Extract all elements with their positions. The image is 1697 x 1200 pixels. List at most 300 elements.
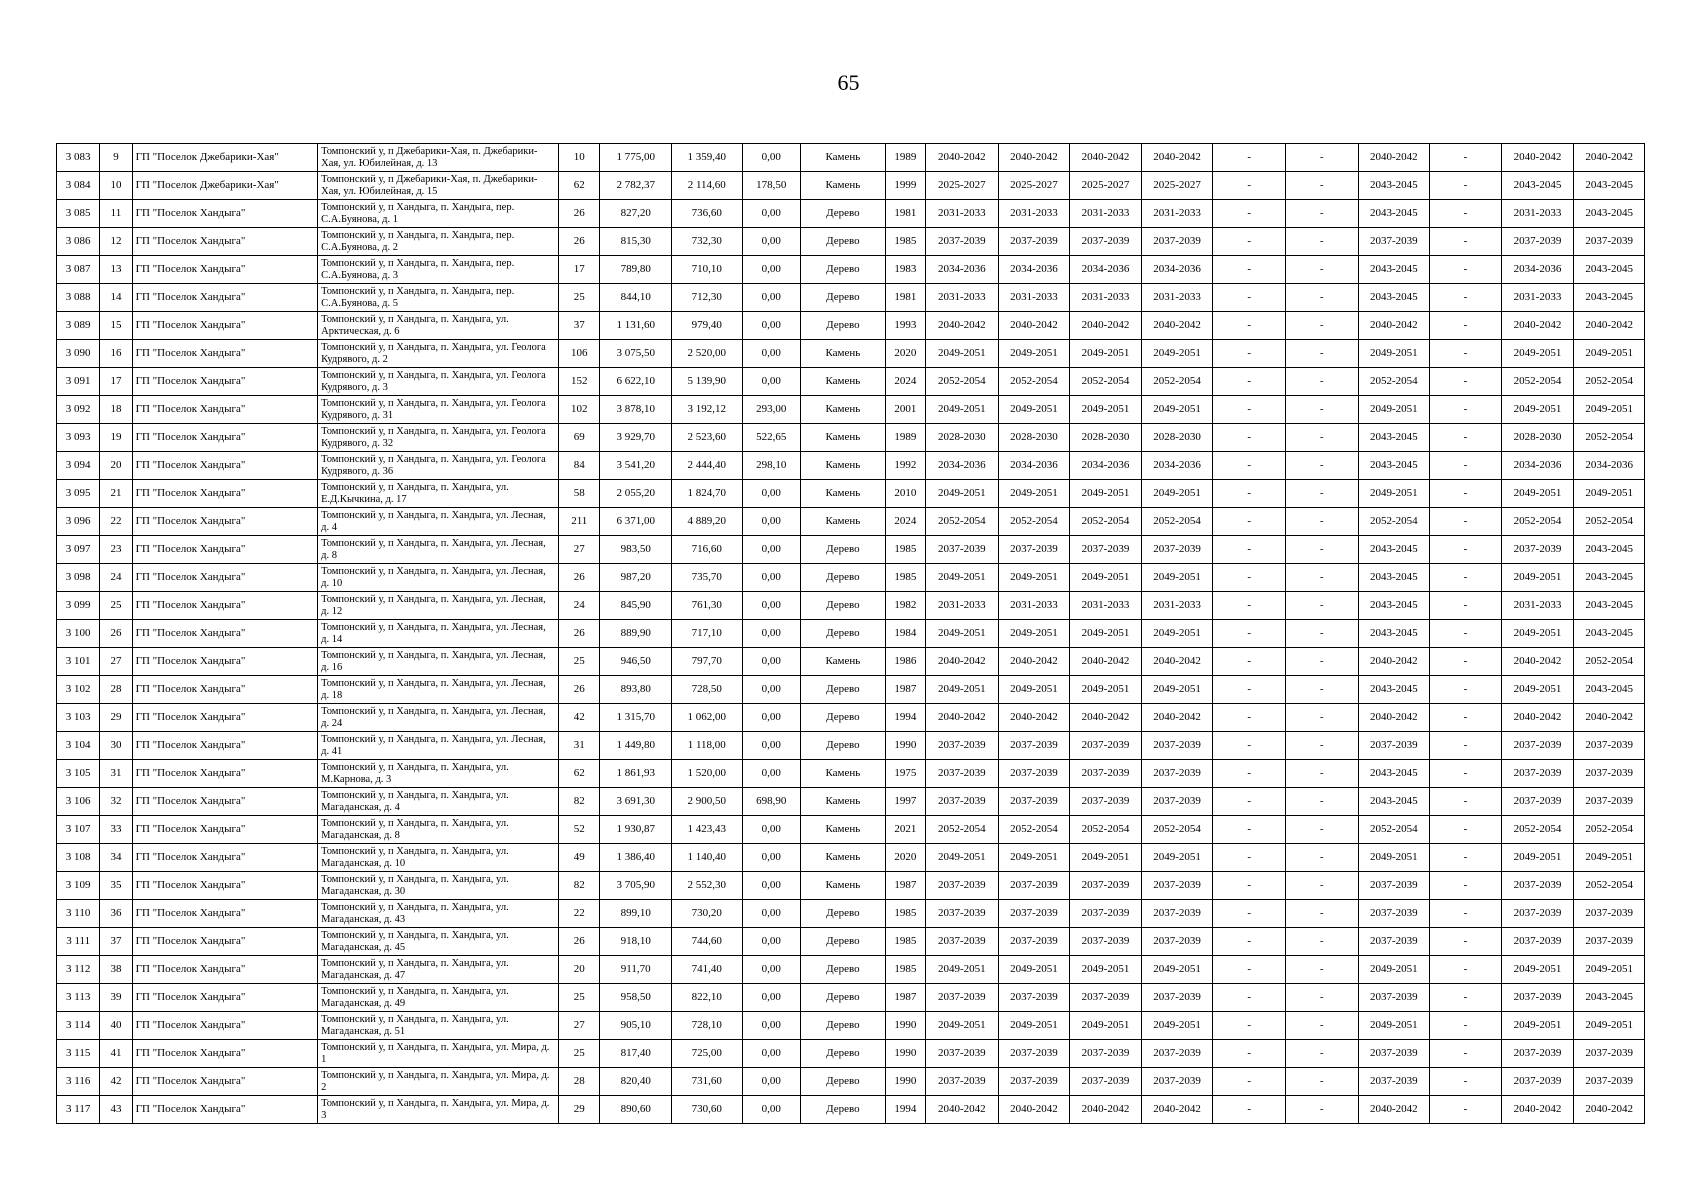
residents-cell: 20 (559, 956, 600, 984)
total-area-cell: 815,30 (600, 228, 672, 256)
period-electrical-cell: 2040-2042 (1358, 648, 1430, 676)
municipality-cell: ГП "Поселок Джебарики-Хая" (132, 144, 318, 172)
period-electrical-cell: 2049-2051 (1358, 844, 1430, 872)
reg-number-cell: 3 098 (57, 564, 100, 592)
period-facade-cell: 2040-2042 (998, 312, 1070, 340)
period-electrical-cell: 2049-2051 (1358, 340, 1430, 368)
period-elevator-cell: - (1285, 928, 1358, 956)
build-year-cell: 2010 (885, 480, 925, 508)
living-area-cell: 3 192,12 (671, 396, 742, 424)
period-roof-cell: 2049-2051 (926, 564, 999, 592)
address-cell: Томпонский у, п Хандыга, п. Хандыга, пер. С.А.Буянова, д. 5 (318, 284, 559, 312)
period-basement-cell: - (1430, 340, 1502, 368)
living-area-cell: 717,10 (671, 620, 742, 648)
period-facade-cell: 2040-2042 (998, 144, 1070, 172)
period-sewage-cell: 2037-2039 (1574, 1040, 1645, 1068)
living-area-cell: 1 140,40 (671, 844, 742, 872)
address-cell: Томпонский у, п Хандыга, п. Хандыга, ул. Магаданская, д. 43 (318, 900, 559, 928)
period-facade-cell: 2052-2054 (998, 816, 1070, 844)
residents-cell: 58 (559, 480, 600, 508)
living-area-cell: 2 444,40 (671, 452, 742, 480)
period-foundation-cell: 2037-2039 (1070, 984, 1142, 1012)
residents-cell: 62 (559, 760, 600, 788)
reg-number-cell: 3 097 (57, 536, 100, 564)
period-elevator-cell: - (1285, 648, 1358, 676)
residents-cell: 26 (559, 564, 600, 592)
wall-material-cell: Дерево (801, 1040, 886, 1068)
period-water-cell: 2049-2051 (1501, 676, 1574, 704)
wall-material-cell: Камень (801, 816, 886, 844)
residents-cell: 31 (559, 732, 600, 760)
address-cell: Томпонский у, п Хандыга, п. Хандыга, ул. Магаданская, д. 47 (318, 956, 559, 984)
period-heating-cell: 2037-2039 (1141, 928, 1213, 956)
period-electrical-cell: 2043-2045 (1358, 564, 1430, 592)
address-cell: Томпонский у, п Хандыга, п. Хандыга, ул. Лесная, д. 16 (318, 648, 559, 676)
address-cell: Томпонский у, п Хандыга, п. Хандыга, ул. Геолога Кудрявого, д. 2 (318, 340, 559, 368)
table-row (57, 340, 1645, 368)
period-elevator-cell: - (1285, 984, 1358, 1012)
period-gas-cell: - (1213, 564, 1286, 592)
municipality-cell: ГП "Поселок Хандыга" (132, 592, 318, 620)
period-elevator-cell: - (1285, 732, 1358, 760)
living-area-cell: 728,10 (671, 1012, 742, 1040)
address-cell: Томпонский у, п Хандыга, п. Хандыга, ул. Мира, д. 3 (318, 1096, 559, 1124)
period-heating-cell: 2031-2033 (1141, 284, 1213, 312)
nonresidential-area-cell: 0,00 (742, 984, 800, 1012)
period-roof-cell: 2040-2042 (926, 704, 999, 732)
nonresidential-area-cell: 0,00 (742, 928, 800, 956)
period-foundation-cell: 2031-2033 (1070, 592, 1142, 620)
table-row (57, 648, 1645, 676)
period-heating-cell: 2037-2039 (1141, 900, 1213, 928)
period-basement-cell: - (1430, 956, 1502, 984)
address-cell: Томпонский у, п Хандыга, п. Хандыга, ул. Геолога Кудрявого, д. 36 (318, 452, 559, 480)
period-sewage-cell: 2043-2045 (1574, 200, 1645, 228)
period-basement-cell: - (1430, 200, 1502, 228)
address-cell: Томпонский у, п Хандыга, п. Хандыга, ул. Лесная, д. 10 (318, 564, 559, 592)
total-area-cell: 1 775,00 (600, 144, 672, 172)
municipality-cell: ГП "Поселок Хандыга" (132, 564, 318, 592)
municipality-cell: ГП "Поселок Хандыга" (132, 228, 318, 256)
period-heating-cell: 2049-2051 (1141, 956, 1213, 984)
period-basement-cell: - (1430, 676, 1502, 704)
living-area-cell: 2 114,60 (671, 172, 742, 200)
address-cell: Томпонский у, п Хандыга, п. Хандыга, ул. Магаданская, д. 45 (318, 928, 559, 956)
period-gas-cell: - (1213, 900, 1286, 928)
nonresidential-area-cell: 522,65 (742, 424, 800, 452)
period-electrical-cell: 2037-2039 (1358, 928, 1430, 956)
period-water-cell: 2037-2039 (1501, 1068, 1574, 1096)
nonresidential-area-cell: 0,00 (742, 312, 800, 340)
row-index-cell: 25 (100, 592, 132, 620)
period-facade-cell: 2037-2039 (998, 900, 1070, 928)
row-index-cell: 38 (100, 956, 132, 984)
period-facade-cell: 2037-2039 (998, 1040, 1070, 1068)
living-area-cell: 1 520,00 (671, 760, 742, 788)
total-area-cell: 958,50 (600, 984, 672, 1012)
period-gas-cell: - (1213, 816, 1286, 844)
residents-cell: 102 (559, 396, 600, 424)
row-index-cell: 37 (100, 928, 132, 956)
period-foundation-cell: 2037-2039 (1070, 536, 1142, 564)
table-row (57, 1012, 1645, 1040)
total-area-cell: 3 929,70 (600, 424, 672, 452)
period-roof-cell: 2040-2042 (926, 144, 999, 172)
period-facade-cell: 2025-2027 (998, 172, 1070, 200)
living-area-cell: 744,60 (671, 928, 742, 956)
period-sewage-cell: 2037-2039 (1574, 228, 1645, 256)
build-year-cell: 2001 (885, 396, 925, 424)
row-index-cell: 12 (100, 228, 132, 256)
reg-number-cell: 3 112 (57, 956, 100, 984)
period-sewage-cell: 2049-2051 (1574, 1012, 1645, 1040)
nonresidential-area-cell: 0,00 (742, 844, 800, 872)
period-facade-cell: 2037-2039 (998, 1068, 1070, 1096)
living-area-cell: 1 423,43 (671, 816, 742, 844)
build-year-cell: 2020 (885, 844, 925, 872)
nonresidential-area-cell: 0,00 (742, 1068, 800, 1096)
nonresidential-area-cell: 0,00 (742, 620, 800, 648)
period-foundation-cell: 2040-2042 (1070, 312, 1142, 340)
nonresidential-area-cell: 298,10 (742, 452, 800, 480)
nonresidential-area-cell: 178,50 (742, 172, 800, 200)
period-elevator-cell: - (1285, 1012, 1358, 1040)
period-water-cell: 2037-2039 (1501, 228, 1574, 256)
table-row (57, 704, 1645, 732)
period-sewage-cell: 2049-2051 (1574, 480, 1645, 508)
period-foundation-cell: 2037-2039 (1070, 228, 1142, 256)
period-gas-cell: - (1213, 368, 1286, 396)
period-water-cell: 2031-2033 (1501, 200, 1574, 228)
total-area-cell: 6 622,10 (600, 368, 672, 396)
period-elevator-cell: - (1285, 480, 1358, 508)
period-elevator-cell: - (1285, 144, 1358, 172)
wall-material-cell: Дерево (801, 704, 886, 732)
period-basement-cell: - (1430, 144, 1502, 172)
build-year-cell: 1986 (885, 648, 925, 676)
period-basement-cell: - (1430, 368, 1502, 396)
municipality-cell: ГП "Поселок Хандыга" (132, 200, 318, 228)
period-elevator-cell: - (1285, 536, 1358, 564)
period-sewage-cell: 2040-2042 (1574, 312, 1645, 340)
total-area-cell: 789,80 (600, 256, 672, 284)
period-foundation-cell: 2049-2051 (1070, 396, 1142, 424)
total-area-cell: 899,10 (600, 900, 672, 928)
period-water-cell: 2037-2039 (1501, 900, 1574, 928)
period-foundation-cell: 2040-2042 (1070, 1096, 1142, 1124)
wall-material-cell: Дерево (801, 732, 886, 760)
address-cell: Томпонский у, п Хандыга, п. Хандыга, ул. Геолога Кудрявого, д. 31 (318, 396, 559, 424)
living-area-cell: 728,50 (671, 676, 742, 704)
period-electrical-cell: 2043-2045 (1358, 424, 1430, 452)
wall-material-cell: Дерево (801, 564, 886, 592)
build-year-cell: 2021 (885, 816, 925, 844)
table-row (57, 564, 1645, 592)
residents-cell: 37 (559, 312, 600, 340)
period-facade-cell: 2049-2051 (998, 844, 1070, 872)
nonresidential-area-cell: 0,00 (742, 284, 800, 312)
period-water-cell: 2034-2036 (1501, 256, 1574, 284)
period-water-cell: 2049-2051 (1501, 844, 1574, 872)
total-area-cell: 3 705,90 (600, 872, 672, 900)
table-row (57, 368, 1645, 396)
period-water-cell: 2049-2051 (1501, 564, 1574, 592)
period-heating-cell: 2049-2051 (1141, 1012, 1213, 1040)
period-basement-cell: - (1430, 900, 1502, 928)
period-roof-cell: 2049-2051 (926, 480, 999, 508)
period-water-cell: 2049-2051 (1501, 480, 1574, 508)
municipality-cell: ГП "Поселок Хандыга" (132, 284, 318, 312)
period-roof-cell: 2049-2051 (926, 844, 999, 872)
period-sewage-cell: 2043-2045 (1574, 592, 1645, 620)
living-area-cell: 822,10 (671, 984, 742, 1012)
table-row (57, 732, 1645, 760)
residents-cell: 82 (559, 872, 600, 900)
period-heating-cell: 2031-2033 (1141, 592, 1213, 620)
period-water-cell: 2052-2054 (1501, 508, 1574, 536)
nonresidential-area-cell: 293,00 (742, 396, 800, 424)
period-foundation-cell: 2031-2033 (1070, 284, 1142, 312)
row-index-cell: 15 (100, 312, 132, 340)
wall-material-cell: Камень (801, 340, 886, 368)
period-sewage-cell: 2040-2042 (1574, 1096, 1645, 1124)
row-index-cell: 35 (100, 872, 132, 900)
period-gas-cell: - (1213, 284, 1286, 312)
period-facade-cell: 2028-2030 (998, 424, 1070, 452)
total-area-cell: 983,50 (600, 536, 672, 564)
municipality-cell: ГП "Поселок Хандыга" (132, 396, 318, 424)
period-sewage-cell: 2052-2054 (1574, 424, 1645, 452)
total-area-cell: 6 371,00 (600, 508, 672, 536)
period-gas-cell: - (1213, 844, 1286, 872)
municipality-cell: ГП "Поселок Хандыга" (132, 1012, 318, 1040)
table-row (57, 760, 1645, 788)
period-roof-cell: 2037-2039 (926, 872, 999, 900)
period-roof-cell: 2052-2054 (926, 508, 999, 536)
wall-material-cell: Дерево (801, 592, 886, 620)
period-gas-cell: - (1213, 956, 1286, 984)
reg-number-cell: 3 085 (57, 200, 100, 228)
row-index-cell: 14 (100, 284, 132, 312)
build-year-cell: 1989 (885, 424, 925, 452)
period-roof-cell: 2037-2039 (926, 928, 999, 956)
period-heating-cell: 2040-2042 (1141, 704, 1213, 732)
wall-material-cell: Камень (801, 480, 886, 508)
wall-material-cell: Дерево (801, 956, 886, 984)
residents-cell: 26 (559, 620, 600, 648)
row-index-cell: 26 (100, 620, 132, 648)
nonresidential-area-cell: 0,00 (742, 480, 800, 508)
total-area-cell: 1 386,40 (600, 844, 672, 872)
period-water-cell: 2040-2042 (1501, 312, 1574, 340)
period-electrical-cell: 2043-2045 (1358, 592, 1430, 620)
period-sewage-cell: 2043-2045 (1574, 564, 1645, 592)
period-electrical-cell: 2049-2051 (1358, 396, 1430, 424)
period-electrical-cell: 2043-2045 (1358, 760, 1430, 788)
period-sewage-cell: 2043-2045 (1574, 984, 1645, 1012)
nonresidential-area-cell: 698,90 (742, 788, 800, 816)
nonresidential-area-cell: 0,00 (742, 816, 800, 844)
period-facade-cell: 2049-2051 (998, 396, 1070, 424)
period-electrical-cell: 2052-2054 (1358, 816, 1430, 844)
period-foundation-cell: 2037-2039 (1070, 760, 1142, 788)
period-roof-cell: 2028-2030 (926, 424, 999, 452)
address-cell: Томпонский у, п Хандыга, п. Хандыга, ул. Мира, д. 1 (318, 1040, 559, 1068)
period-basement-cell: - (1430, 620, 1502, 648)
living-area-cell: 2 520,00 (671, 340, 742, 368)
address-cell: Томпонский у, п Хандыга, п. Хандыга, ул. Лесная, д. 24 (318, 704, 559, 732)
wall-material-cell: Камень (801, 144, 886, 172)
period-electrical-cell: 2040-2042 (1358, 704, 1430, 732)
period-facade-cell: 2034-2036 (998, 256, 1070, 284)
period-sewage-cell: 2034-2036 (1574, 452, 1645, 480)
reg-number-cell: 3 111 (57, 928, 100, 956)
reg-number-cell: 3 087 (57, 256, 100, 284)
nonresidential-area-cell: 0,00 (742, 1096, 800, 1124)
living-area-cell: 797,70 (671, 648, 742, 676)
period-foundation-cell: 2031-2033 (1070, 200, 1142, 228)
period-electrical-cell: 2043-2045 (1358, 452, 1430, 480)
period-sewage-cell: 2037-2039 (1574, 760, 1645, 788)
table-row (57, 284, 1645, 312)
residents-cell: 17 (559, 256, 600, 284)
period-gas-cell: - (1213, 480, 1286, 508)
wall-material-cell: Дерево (801, 284, 886, 312)
period-sewage-cell: 2052-2054 (1574, 816, 1645, 844)
row-index-cell: 30 (100, 732, 132, 760)
period-foundation-cell: 2040-2042 (1070, 144, 1142, 172)
address-cell: Томпонский у, п Хандыга, п. Хандыга, ул. Магаданская, д. 4 (318, 788, 559, 816)
living-area-cell: 761,30 (671, 592, 742, 620)
period-water-cell: 2037-2039 (1501, 760, 1574, 788)
period-sewage-cell: 2049-2051 (1574, 340, 1645, 368)
reg-number-cell: 3 095 (57, 480, 100, 508)
period-water-cell: 2040-2042 (1501, 1096, 1574, 1124)
period-gas-cell: - (1213, 620, 1286, 648)
municipality-cell: ГП "Поселок Хандыга" (132, 760, 318, 788)
period-gas-cell: - (1213, 984, 1286, 1012)
table-row (57, 452, 1645, 480)
period-sewage-cell: 2037-2039 (1574, 788, 1645, 816)
period-roof-cell: 2037-2039 (926, 788, 999, 816)
period-electrical-cell: 2043-2045 (1358, 256, 1430, 284)
wall-material-cell: Дерево (801, 900, 886, 928)
period-gas-cell: - (1213, 1040, 1286, 1068)
reg-number-cell: 3 101 (57, 648, 100, 676)
total-area-cell: 845,90 (600, 592, 672, 620)
build-year-cell: 1993 (885, 312, 925, 340)
period-electrical-cell: 2052-2054 (1358, 508, 1430, 536)
period-basement-cell: - (1430, 452, 1502, 480)
period-roof-cell: 2049-2051 (926, 1012, 999, 1040)
total-area-cell: 918,10 (600, 928, 672, 956)
total-area-cell: 893,80 (600, 676, 672, 704)
table-row (57, 872, 1645, 900)
residents-cell: 26 (559, 928, 600, 956)
period-electrical-cell: 2037-2039 (1358, 228, 1430, 256)
residents-cell: 26 (559, 676, 600, 704)
reg-number-cell: 3 117 (57, 1096, 100, 1124)
total-area-cell: 1 449,80 (600, 732, 672, 760)
table-row (57, 1040, 1645, 1068)
build-year-cell: 1989 (885, 144, 925, 172)
period-heating-cell: 2034-2036 (1141, 256, 1213, 284)
period-facade-cell: 2040-2042 (998, 704, 1070, 732)
period-elevator-cell: - (1285, 816, 1358, 844)
residents-cell: 22 (559, 900, 600, 928)
build-year-cell: 1985 (885, 956, 925, 984)
period-electrical-cell: 2037-2039 (1358, 872, 1430, 900)
period-water-cell: 2031-2033 (1501, 592, 1574, 620)
row-index-cell: 9 (100, 144, 132, 172)
table-row (57, 424, 1645, 452)
period-foundation-cell: 2037-2039 (1070, 928, 1142, 956)
period-heating-cell: 2037-2039 (1141, 732, 1213, 760)
period-sewage-cell: 2037-2039 (1574, 1068, 1645, 1096)
wall-material-cell: Дерево (801, 1068, 886, 1096)
row-index-cell: 41 (100, 1040, 132, 1068)
municipality-cell: ГП "Поселок Хандыга" (132, 844, 318, 872)
period-foundation-cell: 2037-2039 (1070, 1068, 1142, 1096)
address-cell: Томпонский у, п Хандыга, п. Хандыга, ул. Лесная, д. 41 (318, 732, 559, 760)
period-basement-cell: - (1430, 396, 1502, 424)
period-facade-cell: 2037-2039 (998, 788, 1070, 816)
period-gas-cell: - (1213, 592, 1286, 620)
period-elevator-cell: - (1285, 368, 1358, 396)
period-facade-cell: 2037-2039 (998, 732, 1070, 760)
address-cell: Томпонский у, п Хандыга, п. Хандыга, ул. Мира, д. 2 (318, 1068, 559, 1096)
total-area-cell: 1 131,60 (600, 312, 672, 340)
municipality-cell: ГП "Поселок Джебарики-Хая" (132, 172, 318, 200)
table-row (57, 1068, 1645, 1096)
row-index-cell: 23 (100, 536, 132, 564)
period-electrical-cell: 2043-2045 (1358, 536, 1430, 564)
period-roof-cell: 2034-2036 (926, 256, 999, 284)
living-area-cell: 1 824,70 (671, 480, 742, 508)
row-index-cell: 43 (100, 1096, 132, 1124)
row-index-cell: 24 (100, 564, 132, 592)
total-area-cell: 3 075,50 (600, 340, 672, 368)
period-sewage-cell: 2040-2042 (1574, 144, 1645, 172)
period-heating-cell: 2025-2027 (1141, 172, 1213, 200)
living-area-cell: 716,60 (671, 536, 742, 564)
period-heating-cell: 2049-2051 (1141, 480, 1213, 508)
residents-cell: 106 (559, 340, 600, 368)
nonresidential-area-cell: 0,00 (742, 256, 800, 284)
row-index-cell: 17 (100, 368, 132, 396)
period-gas-cell: - (1213, 676, 1286, 704)
residents-cell: 211 (559, 508, 600, 536)
period-heating-cell: 2034-2036 (1141, 452, 1213, 480)
period-basement-cell: - (1430, 648, 1502, 676)
period-roof-cell: 2049-2051 (926, 340, 999, 368)
living-area-cell: 1 118,00 (671, 732, 742, 760)
period-basement-cell: - (1430, 816, 1502, 844)
build-year-cell: 1994 (885, 1096, 925, 1124)
period-electrical-cell: 2043-2045 (1358, 620, 1430, 648)
municipality-cell: ГП "Поселок Хандыга" (132, 928, 318, 956)
row-index-cell: 28 (100, 676, 132, 704)
municipality-cell: ГП "Поселок Хандыга" (132, 1068, 318, 1096)
period-facade-cell: 2052-2054 (998, 368, 1070, 396)
period-basement-cell: - (1430, 172, 1502, 200)
period-facade-cell: 2052-2054 (998, 508, 1070, 536)
period-roof-cell: 2037-2039 (926, 900, 999, 928)
period-roof-cell: 2040-2042 (926, 1096, 999, 1124)
wall-material-cell: Камень (801, 648, 886, 676)
nonresidential-area-cell: 0,00 (742, 648, 800, 676)
period-roof-cell: 2037-2039 (926, 1068, 999, 1096)
